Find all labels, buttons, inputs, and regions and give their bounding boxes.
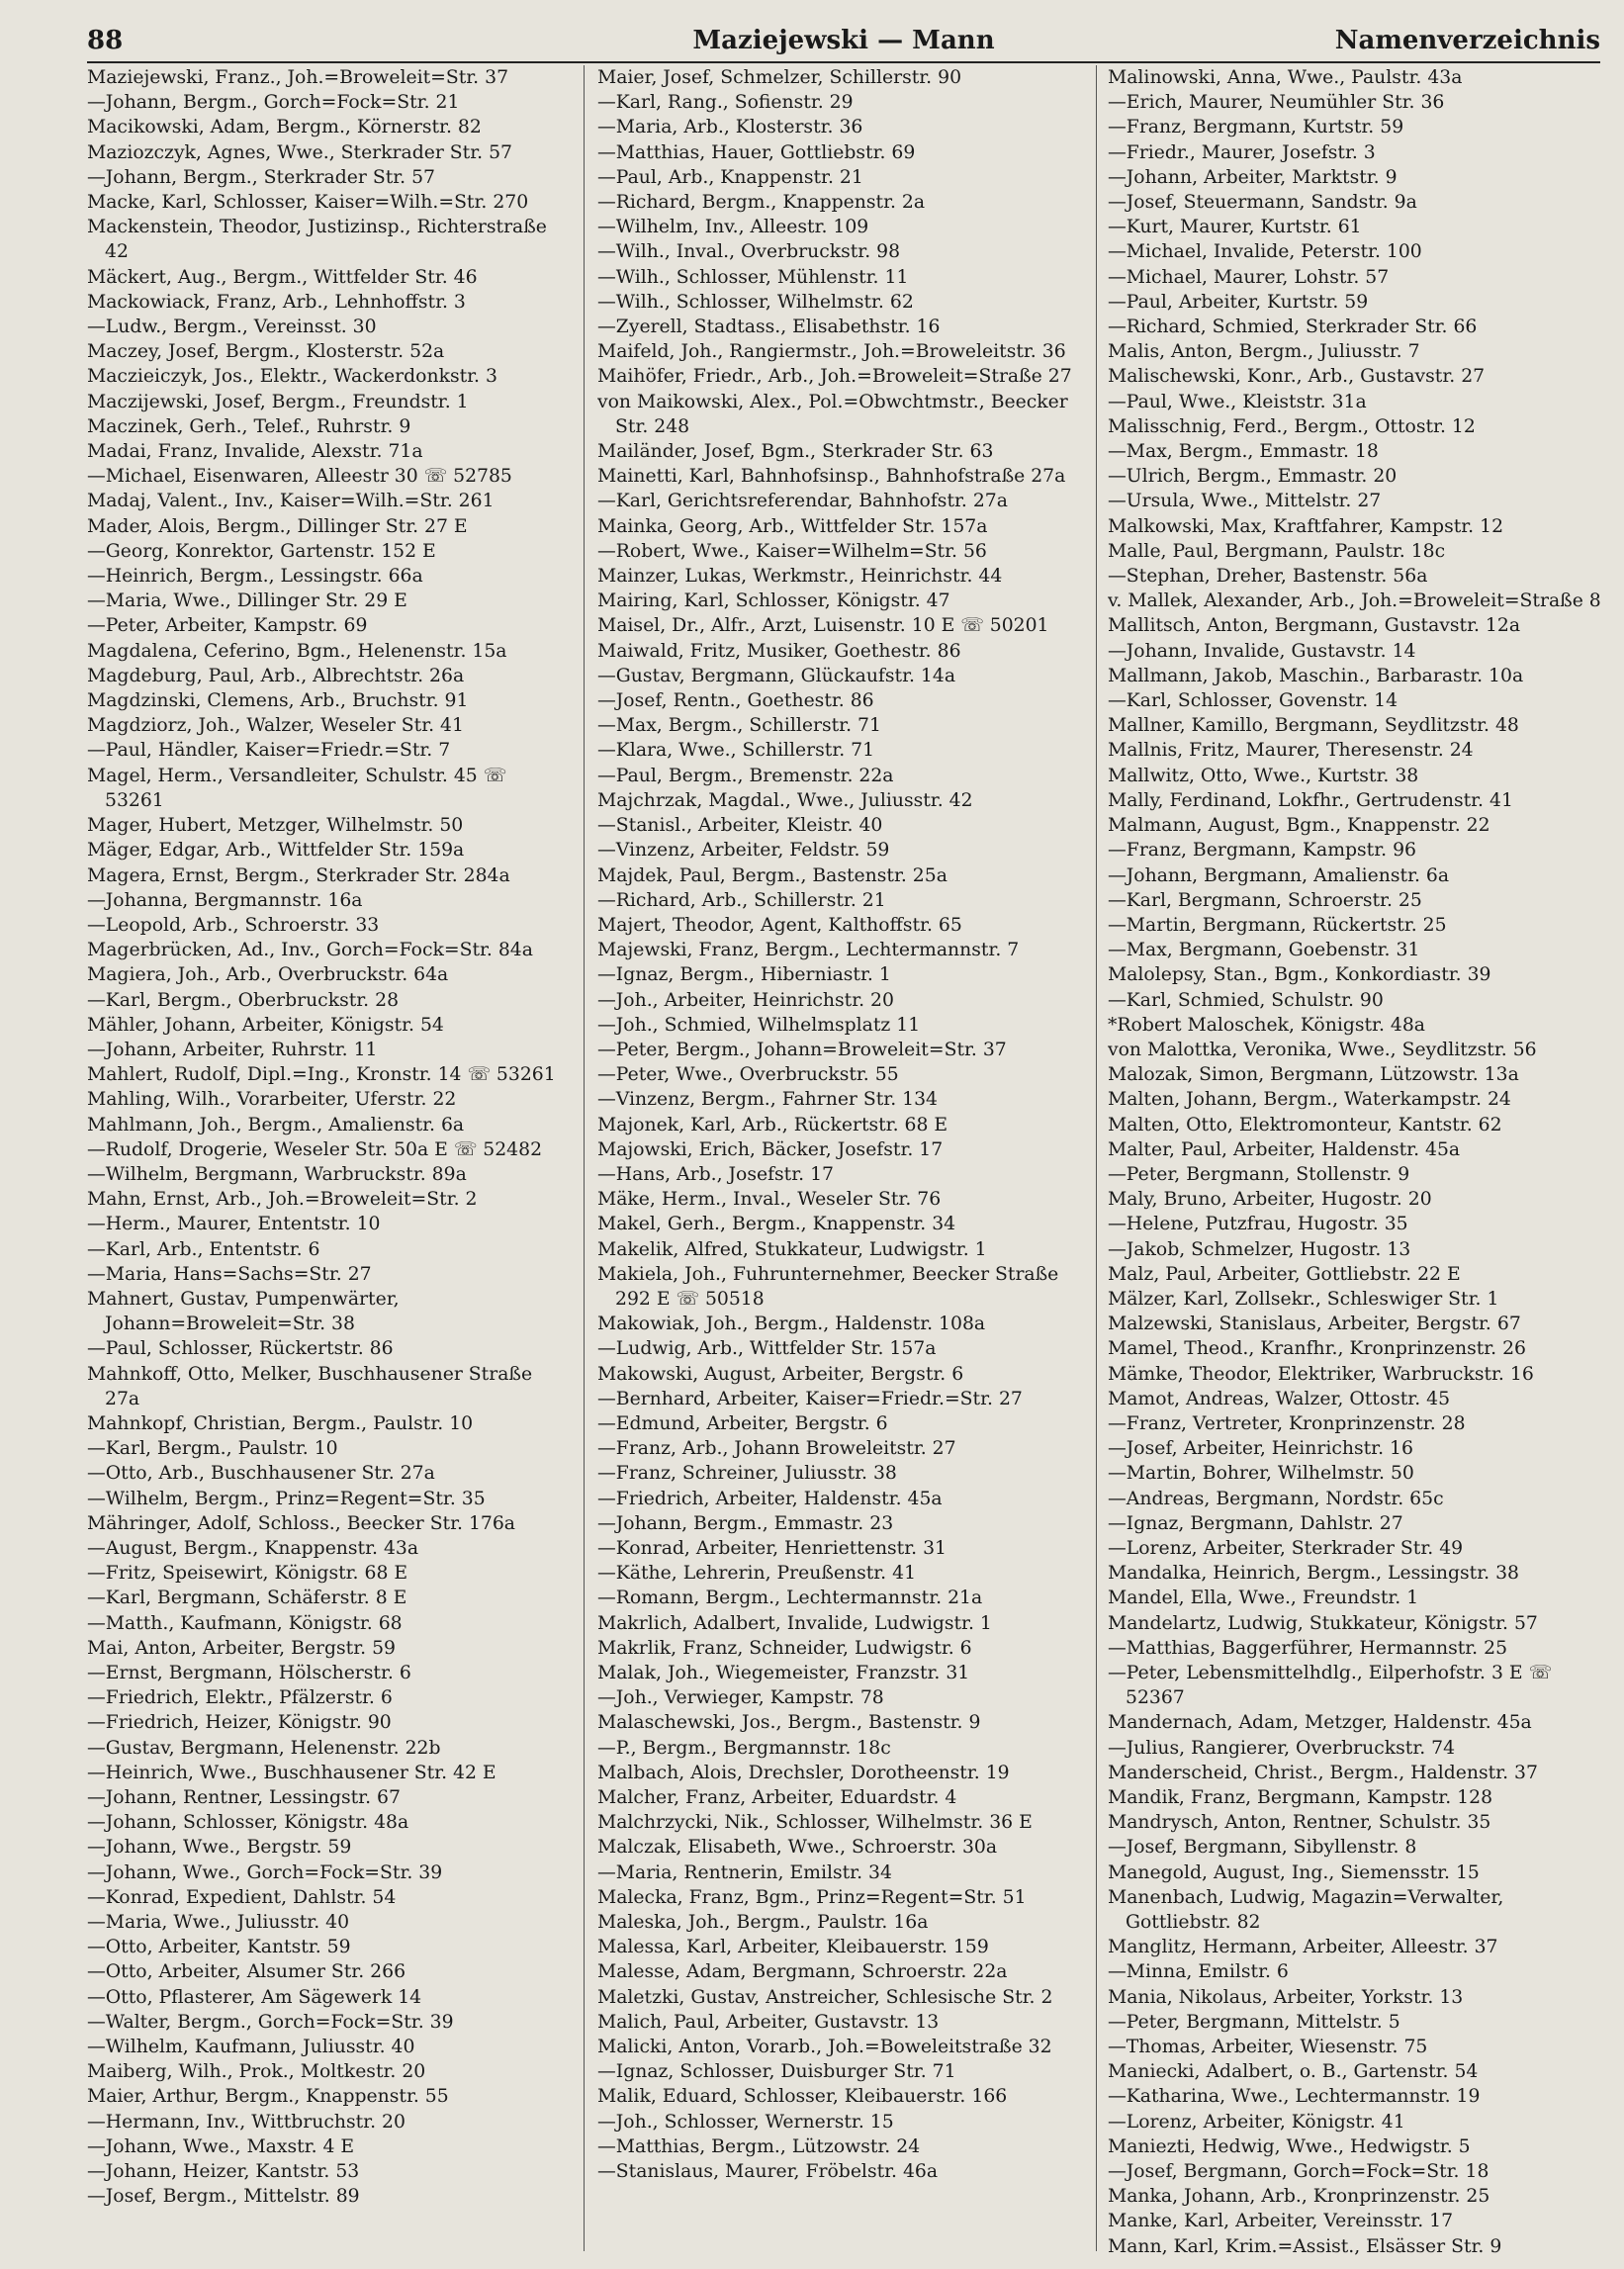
directory-entry: —Peter, Lebensmittelhdlg., Eilperhofstr. 3 E ☏ 52367 <box>1108 1663 1553 1709</box>
directory-entry: Malten, Otto, Elektromonteur, Kantstr. 62 <box>1108 1114 1502 1135</box>
directory-entry: Malten, Johann, Bergm., Waterkampstr. 24 <box>1108 1089 1511 1111</box>
directory-entry: —Joh., Schlosser, Wernerstr. 15 <box>597 2111 894 2133</box>
directory-entry: —Georg, Konrektor, Gartenstr. 152 E <box>87 540 436 562</box>
section-title: Namenverzeichnis <box>1334 26 1600 55</box>
directory-entry: —Josef, Arbeiter, Heinrichstr. 16 <box>1108 1438 1413 1460</box>
directory-entry: Mainzer, Lukas, Werkmstr., Heinrichstr. 44 <box>597 566 1003 588</box>
directory-entry: —Minna, Emilstr. 6 <box>1108 1961 1289 1983</box>
directory-entry: —Julius, Rangierer, Overbruckstr. 74 <box>1108 1737 1456 1759</box>
directory-entry: Majonek, Karl, Arb., Rückertstr. 68 E <box>597 1114 948 1135</box>
directory-entry: —Ignaz, Bergmann, Dahlstr. 27 <box>1108 1512 1403 1534</box>
directory-entry: Mairing, Karl, Schlosser, Königstr. 47 <box>597 590 950 612</box>
directory-entry: Mandelartz, Ludwig, Stukkateur, Königstr. 57 <box>1108 1612 1538 1634</box>
directory-entry: Manglitz, Hermann, Arbeiter, Alleestr. 37 <box>1108 1937 1498 1958</box>
directory-entry: —Konrad, Arbeiter, Henriettenstr. 31 <box>597 1537 947 1559</box>
directory-entry: —Robert, Wwe., Kaiser=Wilhelm=Str. 56 <box>597 540 987 562</box>
directory-entry: —Walter, Bergm., Gorch=Fock=Str. 39 <box>87 2011 454 2033</box>
directory-entry: —Ignaz, Bergm., Hiberniastr. 1 <box>597 964 891 986</box>
directory-entry: Manderscheid, Christ., Bergm., Haldenstr. 37 <box>1108 1762 1538 1783</box>
directory-entry: Malle, Paul, Bergmann, Paulstr. 18c <box>1108 540 1446 562</box>
directory-entry: Malicki, Anton, Vorarb., Joh.=Boweleitstraße 32 <box>597 2037 1052 2058</box>
directory-entry: —Johann, Wwe., Maxstr. 4 E <box>87 2135 355 2157</box>
directory-entry: —Vinzenz, Bergm., Fahrner Str. 134 <box>597 1089 938 1111</box>
directory-entry: —Otto, Arbeiter, Kantstr. 59 <box>87 1937 351 1958</box>
directory-entry: —Herm., Maurer, Ententstr. 10 <box>87 1214 381 1235</box>
directory-entry: —P., Bergm., Bergmannstr. 18c <box>597 1737 891 1759</box>
directory-entry: —Paul, Bergm., Bremenstr. 22a <box>597 765 894 786</box>
directory-entry: —Wilhelm, Inv., Alleestr. 109 <box>597 217 869 238</box>
directory-entry: —Karl, Gerichtsreferendar, Bahnhofstr. 27a <box>597 491 1008 512</box>
directory-entry: —Otto, Arbeiter, Alsumer Str. 266 <box>87 1961 406 1983</box>
directory-entry: —Johann, Bergm., Emmastr. 23 <box>597 1512 894 1534</box>
directory-entry: Malchrzycki, Nik., Schlosser, Wilhelmstr. 36 E <box>597 1812 1033 1834</box>
directory-entry: —Franz, Schreiner, Juliusstr. 38 <box>597 1463 897 1485</box>
directory-entry: Mälzer, Karl, Zollsekr., Schleswiger Str. 1 <box>1108 1288 1499 1310</box>
directory-entry: v. Mallek, Alexander, Arb., Joh.=Broweleit=Straße 8 <box>1108 590 1601 612</box>
directory-entry: *Robert Maloschek, Königstr. 48a <box>1108 1014 1425 1036</box>
directory-entry: Magdeburg, Paul, Arb., Albrechtstr. 26a <box>87 665 465 686</box>
directory-entry: Malolepsy, Stan., Bgm., Konkordiastr. 39 <box>1108 964 1491 986</box>
directory-entry: Makel, Gerh., Bergm., Knappenstr. 34 <box>597 1214 956 1235</box>
directory-entry: Mania, Nikolaus, Arbeiter, Yorkstr. 13 <box>1108 1986 1464 2008</box>
directory-entry: —Johann, Invalide, Gustavstr. 14 <box>1108 640 1416 662</box>
directory-entry: Mandel, Ella, Wwe., Freundstr. 1 <box>1108 1588 1419 1609</box>
directory-entry: —Johanna, Bergmannstr. 16a <box>87 889 363 911</box>
directory-entry: —Matthias, Bergm., Lützowstr. 24 <box>597 2135 921 2157</box>
directory-entry: Majert, Theodor, Agent, Kalthoffstr. 65 <box>597 914 962 936</box>
directory-entry: —Matth., Kaufmann, Königstr. 68 <box>87 1612 403 1634</box>
directory-entry: Maly, Bruno, Arbeiter, Hugostr. 20 <box>1108 1189 1432 1211</box>
directory-entry: —Ursula, Wwe., Mittelstr. 27 <box>1108 491 1382 512</box>
directory-entry: Malkowski, Max, Kraftfahrer, Kampstr. 12 <box>1108 515 1504 537</box>
directory-entry: —Wilhelm, Bergmann, Warbruckstr. 89a <box>87 1163 467 1185</box>
directory-entry: Maiberg, Wilh., Prok., Moltkestr. 20 <box>87 2061 426 2083</box>
directory-entry: —Michael, Maurer, Lohstr. 57 <box>1108 266 1390 288</box>
directory-entry: Mager, Hubert, Metzger, Wilhelmstr. 50 <box>87 815 464 837</box>
directory-entry: —Peter, Wwe., Overbruckstr. 55 <box>597 1064 899 1086</box>
directory-entry: —Max, Bergmann, Goebenstr. 31 <box>1108 940 1420 961</box>
directory-entry: —Wilh., Schlosser, Mühlenstr. 11 <box>597 266 909 288</box>
directory-entry: —Ernst, Bergmann, Hölscherstr. 6 <box>87 1663 411 1683</box>
directory-entry: Mamot, Andreas, Walzer, Ottostr. 45 <box>1108 1388 1451 1409</box>
directory-entry: —Johann, Wwe., Bergstr. 59 <box>87 1837 352 1859</box>
directory-entry: —Katharina, Wwe., Lechtermannstr. 19 <box>1108 2086 1481 2108</box>
directory-entry: Mainetti, Karl, Bahnhofsinsp., Bahnhofstraße 27a <box>597 466 1066 488</box>
directory-entry: Maier, Arthur, Bergm., Knappenstr. 55 <box>87 2086 449 2108</box>
directory-entry: —Peter, Bergmann, Mittelstr. 5 <box>1108 2011 1400 2033</box>
directory-entry: Maziejewski, Franz., Joh.=Broweleit=Str. 37 <box>87 67 509 88</box>
directory-entry: —Paul, Schlosser, Rückertstr. 86 <box>87 1338 394 1360</box>
directory-entry: —Peter, Arbeiter, Kampstr. 69 <box>87 615 368 637</box>
directory-entry: —Paul, Arbeiter, Kurtstr. 59 <box>1108 291 1369 313</box>
directory-entry: Majewski, Franz, Bergm., Lechtermannstr. 7 <box>597 940 1020 961</box>
directory-entry: Mandik, Franz, Bergmann, Kampstr. 128 <box>1108 1787 1493 1809</box>
directory-entry: Mally, Ferdinand, Lokfhr., Gertrudenstr. 41 <box>1108 789 1513 811</box>
directory-entry: Malczak, Elisabeth, Wwe., Schroerstr. 30a <box>597 1837 998 1859</box>
directory-entry: —Friedrich, Elektr., Pfälzerstr. 6 <box>87 1687 393 1709</box>
directory-entry: —Klara, Wwe., Schillerstr. 71 <box>597 740 875 762</box>
directory-entry: —Zyerell, Stadtass., Elisabethstr. 16 <box>597 317 941 338</box>
directory-entry: —Paul, Arb., Knappenstr. 21 <box>597 166 863 188</box>
directory-entry: —August, Bergm., Knappenstr. 43a <box>87 1537 419 1559</box>
directory-entry: Magdziorz, Joh., Walzer, Weseler Str. 41 <box>87 715 464 737</box>
directory-entry: Makowski, August, Arbeiter, Bergstr. 6 <box>597 1363 964 1385</box>
directory-entry: —Maria, Hans=Sachs=Str. 27 <box>87 1263 372 1285</box>
directory-entry: —Max, Bergm., Schillerstr. 71 <box>597 715 881 737</box>
directory-entry: Maniezti, Hedwig, Wwe., Hedwigstr. 5 <box>1108 2135 1471 2157</box>
directory-entry: —Heinrich, Bergm., Lessingstr. 66a <box>87 566 423 588</box>
directory-entry: —Franz, Bergmann, Kampstr. 96 <box>1108 840 1416 862</box>
directory-entry: Mäckert, Aug., Bergm., Wittfelder Str. 46 <box>87 266 478 288</box>
directory-entry: —Richard, Arb., Schillerstr. 21 <box>597 889 886 911</box>
directory-entry: —Martin, Bohrer, Wilhelmstr. 50 <box>1108 1463 1414 1485</box>
directory-entry: Makiela, Joh., Fuhrunternehmer, Beecker Straße 292 E ☏ 50518 <box>597 1263 1059 1310</box>
directory-entry: Malecka, Franz, Bgm., Prinz=Regent=Str. 51 <box>597 1886 1027 1908</box>
directory-entry: Macke, Karl, Schlosser, Kaiser=Wilh.=Str. 270 <box>87 192 529 214</box>
directory-entry: Mallner, Kamillo, Bergmann, Seydlitzstr. 48 <box>1108 715 1519 737</box>
directory-entry: —Bernhard, Arbeiter, Kaiser=Friedr.=Str. 27 <box>597 1388 1023 1409</box>
directory-entry: Maczinek, Gerh., Telef., Ruhrstr. 9 <box>87 415 411 437</box>
directory-entry: Mahnert, Gustav, Pumpenwärter, Johann=Broweleit=Str. 38 <box>87 1288 400 1335</box>
directory-entry: —Johann, Arbeiter, Ruhrstr. 11 <box>87 1039 378 1060</box>
directory-entry: Malbach, Alois, Drechsler, Dorotheenstr. 19 <box>597 1762 1010 1783</box>
directory-entry: von Maikowski, Alex., Pol.=Obwchtmstr., Beecker Str. 248 <box>597 391 1068 437</box>
directory-entry: —Wilhelm, Bergm., Prinz=Regent=Str. 35 <box>87 1488 486 1509</box>
directory-entry: Maczijewski, Josef, Bergm., Freundstr. 1 <box>87 391 469 412</box>
directory-entry: Mallitsch, Anton, Bergmann, Gustavstr. 12a <box>1108 615 1521 637</box>
directory-entry: Mackowiack, Franz, Arb., Lehnhoffstr. 3 <box>87 291 466 313</box>
directory-entry: —Karl, Bergmann, Schäferstr. 8 E <box>87 1588 407 1609</box>
directory-entry: —Maria, Wwe., Dillinger Str. 29 E <box>87 590 407 612</box>
directory-entry: —Vinzenz, Arbeiter, Feldstr. 59 <box>597 840 890 862</box>
directory-entry: —Johann, Arbeiter, Marktstr. 9 <box>1108 166 1398 188</box>
directory-entry: —Fritz, Speisewirt, Königstr. 68 E <box>87 1563 408 1585</box>
directory-entry: —Karl, Schlosser, Govenstr. 14 <box>1108 690 1398 712</box>
directory-entry: Madai, Franz, Invalide, Alexstr. 71a <box>87 441 423 463</box>
directory-entry: Mähringer, Adolf, Schloss., Beecker Str. 176a <box>87 1512 516 1534</box>
directory-entry: —Lorenz, Arbeiter, Königstr. 41 <box>1108 2111 1405 2133</box>
directory-entry: —Wilh., Schlosser, Wilhelmstr. 62 <box>597 291 914 313</box>
directory-entry: —Johann, Schlosser, Königstr. 48a <box>87 1812 409 1834</box>
directory-entry: —Max, Bergm., Emmastr. 18 <box>1108 441 1379 463</box>
directory-entry: —Friedrich, Arbeiter, Haldenstr. 45a <box>597 1488 943 1509</box>
directory-entry: —Franz, Bergmann, Kurtstr. 59 <box>1108 117 1404 138</box>
directory-entry: —Friedr., Maurer, Josefstr. 3 <box>1108 141 1376 163</box>
directory-entry: von Malottka, Veronika, Wwe., Seydlitzstr. 56 <box>1108 1039 1537 1060</box>
directory-entry: —Karl, Bergm., Oberbruckstr. 28 <box>87 989 400 1011</box>
directory-entry: —Konrad, Expedient, Dahlstr. 54 <box>87 1886 397 1908</box>
directory-entry: Magel, Herm., Versandleiter, Schulstr. 45 ☏ 53261 <box>87 765 507 811</box>
directory-entry: Malz, Paul, Arbeiter, Gottliebstr. 22 E <box>1108 1263 1461 1285</box>
directory-entry: Malischewski, Konr., Arb., Gustavstr. 27 <box>1108 366 1486 388</box>
directory-entry: Malcher, Franz, Arbeiter, Eduardstr. 4 <box>597 1787 957 1809</box>
directory-entry: —Johann, Wwe., Gorch=Fock=Str. 39 <box>87 1861 443 1883</box>
directory-entry: —Maria, Wwe., Juliusstr. 40 <box>87 1912 350 1934</box>
directory-entry: Mallwitz, Otto, Wwe., Kurtstr. 38 <box>1108 765 1419 786</box>
directory-entry: —Leopold, Arb., Schroerstr. 33 <box>87 914 380 936</box>
directory-entry: —Lorenz, Arbeiter, Sterkrader Str. 49 <box>1108 1537 1464 1559</box>
directory-entry: Makrlich, Adalbert, Invalide, Ludwigstr. 1 <box>597 1612 992 1634</box>
directory-entry: Mandrysch, Anton, Rentner, Schulstr. 35 <box>1108 1812 1491 1834</box>
directory-entry: —Franz, Arb., Johann Broweleitstr. 27 <box>597 1438 956 1460</box>
directory-entry: —Gustav, Bergmann, Helenenstr. 22b <box>87 1737 441 1759</box>
directory-entry: Makrlik, Franz, Schneider, Ludwigstr. 6 <box>597 1637 972 1659</box>
directory-entry: —Matthias, Baggerführer, Hermannstr. 25 <box>1108 1637 1508 1659</box>
page-header <box>87 22 1600 63</box>
directory-entry: —Ignaz, Schlosser, Duisburger Str. 71 <box>597 2061 956 2083</box>
directory-entry: Malis, Anton, Bergm., Juliusstr. 7 <box>1108 341 1420 363</box>
directory-entry: —Martin, Bergmann, Rückertstr. 25 <box>1108 914 1447 936</box>
directory-entry: Malinowski, Anna, Wwe., Paulstr. 43a <box>1108 67 1463 88</box>
directory-entry: —Wilhelm, Kaufmann, Juliusstr. 40 <box>87 2037 415 2058</box>
directory-entry: Malesse, Adam, Bergmann, Schroerstr. 22a <box>597 1961 1008 1983</box>
directory-entry: —Josef, Bergmann, Sibyllenstr. 8 <box>1108 1837 1417 1859</box>
directory-entry: —Paul, Händler, Kaiser=Friedr.=Str. 7 <box>87 740 451 762</box>
directory-entry: —Karl, Bergm., Paulstr. 10 <box>87 1438 338 1460</box>
directory-entry: Malik, Eduard, Schlosser, Kleibauerstr. 166 <box>597 2086 1008 2108</box>
directory-entry: Magdzinski, Clemens, Arb., Bruchstr. 91 <box>87 690 469 712</box>
directory-entry: —Johann, Rentner, Lessingstr. 67 <box>87 1787 401 1809</box>
directory-entry: Mahnkoff, Otto, Melker, Buschhausener Straße 27a <box>87 1363 533 1409</box>
directory-entry: —Helene, Putzfrau, Hugostr. 35 <box>1108 1214 1408 1235</box>
directory-entry: —Hans, Arb., Josefstr. 17 <box>597 1163 834 1185</box>
directory-entry: Malaschewski, Jos., Bergm., Bastenstr. 9 <box>597 1712 981 1734</box>
directory-entry: Mader, Alois, Bergm., Dillinger Str. 27 E <box>87 515 468 537</box>
directory-entry: Mallnis, Fritz, Maurer, Theresenstr. 24 <box>1108 740 1474 762</box>
directory-entry: Malich, Paul, Arbeiter, Gustavstr. 13 <box>597 2011 940 2033</box>
directory-entry: —Richard, Bergm., Knappenstr. 2a <box>597 192 926 214</box>
directory-entry: Malozak, Simon, Bergmann, Lützowstr. 13a <box>1108 1064 1519 1086</box>
directory-entry: Malter, Paul, Arbeiter, Haldenstr. 45a <box>1108 1138 1461 1160</box>
directory-entry: Magiera, Joh., Arb., Overbruckstr. 64a <box>87 964 449 986</box>
directory-entry: —Käthe, Lehrerin, Preußenstr. 41 <box>597 1563 917 1585</box>
directory-entry: —Stephan, Dreher, Bastenstr. 56a <box>1108 566 1428 588</box>
directory-entry: Maier, Josef, Schmelzer, Schillerstr. 90 <box>597 67 962 88</box>
directory-entry: —Peter, Bergmann, Stollenstr. 9 <box>1108 1163 1410 1185</box>
directory-entry: Maleska, Joh., Bergm., Paulstr. 16a <box>597 1912 929 1934</box>
directory-entry: Magera, Ernst, Bergm., Sterkrader Str. 284a <box>87 864 510 886</box>
directory-entry: —Otto, Pflasterer, Am Sägewerk 14 <box>87 1986 422 2008</box>
directory-entry: —Josef, Rentn., Goethestr. 86 <box>597 690 874 712</box>
directory-entry: Mainka, Georg, Arb., Wittfelder Str. 157a <box>597 515 988 537</box>
directory-entry: Mailänder, Josef, Bgm., Sterkrader Str. 63 <box>597 441 994 463</box>
directory-entry: Maisel, Dr., Alfr., Arzt, Luisenstr. 10 E ☏ 50201 <box>597 615 1049 637</box>
directory-entry: Mamel, Theod., Kranfhr., Kronprinzenstr. 26 <box>1108 1338 1527 1360</box>
directory-entry: —Josef, Steuermann, Sandstr. 9a <box>1108 192 1417 214</box>
directory-entry: Manegold, August, Ing., Siemensstr. 15 <box>1108 1861 1480 1883</box>
column-3 <box>1108 65 1602 2259</box>
directory-entry: —Joh., Schmied, Wilhelmsplatz 11 <box>597 1014 921 1036</box>
directory-entry: —Karl, Rang., Sofienstr. 29 <box>597 92 854 114</box>
directory-entry: —Stanislaus, Maurer, Fröbelstr. 46a <box>597 2161 939 2183</box>
directory-entry: Malak, Joh., Wiegemeister, Franzstr. 31 <box>597 1663 970 1683</box>
directory-entry: —Peter, Bergm., Johann=Broweleit=Str. 37 <box>597 1039 1007 1060</box>
directory-entry: Maniecki, Adalbert, o. B., Gartenstr. 54 <box>1108 2061 1479 2083</box>
directory-entry: —Rudolf, Drogerie, Weseler Str. 50a E ☏ 52482 <box>87 1138 543 1160</box>
directory-entry: —Josef, Bergmann, Gorch=Fock=Str. 18 <box>1108 2161 1489 2183</box>
directory-entry: Mahn, Ernst, Arb., Joh.=Broweleit=Str. 2 <box>87 1189 478 1211</box>
directory-entry: Mahlert, Rudolf, Dipl.=Ing., Kronstr. 14 ☏ 53261 <box>87 1064 556 1086</box>
directory-entry: Majdek, Paul, Bergm., Bastenstr. 25a <box>597 864 947 886</box>
directory-entry: —Karl, Schmied, Schulstr. 90 <box>1108 989 1384 1011</box>
column-2 <box>597 65 1084 2259</box>
directory-entry: —Michael, Invalide, Peterstr. 100 <box>1108 241 1422 263</box>
directory-entry: Maziozczyk, Agnes, Wwe., Sterkrader Str. 57 <box>87 141 512 163</box>
directory-entry: Malzewski, Stanislaus, Arbeiter, Bergstr. 67 <box>1108 1314 1521 1335</box>
directory-entry: —Joh., Arbeiter, Heinrichstr. 20 <box>597 989 894 1011</box>
directory-entry: —Johann, Bergm., Sterkrader Str. 57 <box>87 166 435 188</box>
directory-entry: Mann, Karl, Krim.=Assist., Elsässer Str. 9 <box>1108 2235 1502 2257</box>
directory-entry: Manka, Johann, Arb., Kronprinzenstr. 25 <box>1108 2186 1490 2208</box>
directory-entry: Magdalena, Ceferino, Bgm., Helenenstr. 15a <box>87 640 507 662</box>
directory-entry: —Jakob, Schmelzer, Hugostr. 13 <box>1108 1238 1411 1260</box>
directory-entry: Maczey, Josef, Bergm., Klosterstr. 52a <box>87 341 445 363</box>
directory-entry: Madaj, Valent., Inv., Kaiser=Wilh.=Str. 261 <box>87 491 495 512</box>
directory-entry: Mämke, Theodor, Elektriker, Warbruckstr. 16 <box>1108 1363 1534 1385</box>
directory-entry: —Karl, Bergmann, Schroerstr. 25 <box>1108 889 1422 911</box>
directory-entry: —Ludwig, Arb., Wittfelder Str. 157a <box>597 1338 937 1360</box>
directory-entry: Malessa, Karl, Arbeiter, Kleibauerstr. 159 <box>597 1937 989 1958</box>
directory-entry: Mahlmann, Joh., Bergm., Amalienstr. 6a <box>87 1114 465 1135</box>
directory-entry: Maletzki, Gustav, Anstreicher, Schlesische Str. 2 <box>597 1986 1053 2008</box>
directory-entry: —Franz, Vertreter, Kronprinzenstr. 28 <box>1108 1412 1466 1434</box>
directory-entry: —Paul, Wwe., Kleiststr. 31a <box>1108 391 1367 412</box>
directory-entry: —Karl, Arb., Ententstr. 6 <box>87 1238 320 1260</box>
directory-entry: Mähler, Johann, Arbeiter, Königstr. 54 <box>87 1014 444 1036</box>
directory-entry: —Andreas, Bergmann, Nordstr. 65c <box>1108 1488 1444 1509</box>
directory-entry: Majchrzak, Magdal., Wwe., Juliusstr. 42 <box>597 789 973 811</box>
directory-entry: —Edmund, Arbeiter, Bergstr. 6 <box>597 1412 888 1434</box>
directory-entry: Makelik, Alfred, Stukkateur, Ludwigstr. 1 <box>597 1238 987 1260</box>
directory-entry: Malisschnig, Ferd., Bergm., Ottostr. 12 <box>1108 415 1476 437</box>
column-rule <box>1096 65 1097 2251</box>
directory-entry: Mäke, Herm., Inval., Weseler Str. 76 <box>597 1189 942 1211</box>
directory-entry: Mäger, Edgar, Arb., Wittfelder Str. 159a <box>87 840 465 862</box>
column-rule <box>584 65 585 2251</box>
directory-entry: —Johann, Heizer, Kantstr. 53 <box>87 2161 360 2183</box>
directory-entry: Makowiak, Joh., Bergm., Haldenstr. 108a <box>597 1314 986 1335</box>
column-1 <box>87 65 568 2259</box>
page-number: 88 <box>87 26 124 55</box>
directory-entry: Mandalka, Heinrich, Bergm., Lessingstr. 38 <box>1108 1563 1519 1585</box>
directory-entry: Maifeld, Joh., Rangiermstr., Joh.=Broweleitstr. 36 <box>597 341 1066 363</box>
directory-entry: Mahnkopf, Christian, Bergm., Paulstr. 10 <box>87 1412 474 1434</box>
directory-entry: —Kurt, Maurer, Kurtstr. 61 <box>1108 217 1362 238</box>
directory-entry: Maiwald, Fritz, Musiker, Goethestr. 86 <box>597 640 961 662</box>
directory-entry: Mandernach, Adam, Metzger, Haldenstr. 45a <box>1108 1712 1532 1734</box>
directory-entry: —Johann, Bergmann, Amalienstr. 6a <box>1108 864 1450 886</box>
directory-entry: —Stanisl., Arbeiter, Kleistr. 40 <box>597 815 883 837</box>
directory-entry: Maczieiczyk, Jos., Elektr., Wackerdonkstr. 3 <box>87 366 497 388</box>
directory-entry: Malmann, August, Bgm., Knappenstr. 22 <box>1108 815 1490 837</box>
directory-entry: —Richard, Schmied, Sterkrader Str. 66 <box>1108 317 1478 338</box>
directory-entry: —Friedrich, Heizer, Königstr. 90 <box>87 1712 392 1734</box>
directory-entry: Mai, Anton, Arbeiter, Bergstr. 59 <box>87 1637 396 1659</box>
directory-entry: —Hermann, Inv., Wittbruchstr. 20 <box>87 2111 406 2133</box>
directory-entry: Mahling, Wilh., Vorarbeiter, Uferstr. 22 <box>87 1089 457 1111</box>
directory-entry: —Otto, Arb., Buschhausener Str. 27a <box>87 1463 435 1485</box>
directory-entry: —Wilh., Inval., Overbruckstr. 98 <box>597 241 901 263</box>
directory-entry: Manenbach, Ludwig, Magazin=Verwalter, Gottliebstr. 82 <box>1108 1886 1504 1934</box>
directory-entry: Magerbrücken, Ad., Inv., Gorch=Fock=Str. 84a <box>87 940 533 961</box>
directory-entry: —Heinrich, Wwe., Buschhausener Str. 42 E <box>87 1762 496 1783</box>
directory-entry: —Michael, Eisenwaren, Alleestr 30 ☏ 52785 <box>87 466 512 488</box>
directory-entry: —Thomas, Arbeiter, Wiesenstr. 75 <box>1108 2037 1428 2058</box>
directory-entry: —Gustav, Bergmann, Glückaufstr. 14a <box>597 665 956 686</box>
directory-entry: Manke, Karl, Arbeiter, Vereinsstr. 17 <box>1108 2211 1454 2232</box>
directory-entry: —Erich, Maurer, Neumühler Str. 36 <box>1108 92 1445 114</box>
directory-entry: Mallmann, Jakob, Maschin., Barbarastr. 10a <box>1108 665 1524 686</box>
directory-entry: —Ludw., Bergm., Vereinsst. 30 <box>87 317 377 338</box>
directory-entry: Majowski, Erich, Bäcker, Josefstr. 17 <box>597 1138 944 1160</box>
directory-entry: —Johann, Bergm., Gorch=Fock=Str. 21 <box>87 92 460 114</box>
directory-entry: Mackenstein, Theodor, Justizinsp., Richterstraße 42 <box>87 217 547 263</box>
directory-entry: —Maria, Arb., Klosterstr. 36 <box>597 117 863 138</box>
directory-entry: —Josef, Bergm., Mittelstr. 89 <box>87 2186 360 2208</box>
directory-entry: Macikowski, Adam, Bergm., Körnerstr. 82 <box>87 117 482 138</box>
directory-entry: —Maria, Rentnerin, Emilstr. 34 <box>597 1861 892 1883</box>
directory-entry: —Joh., Verwieger, Kampstr. 78 <box>597 1687 884 1709</box>
running-title: Maziejewski — Mann <box>692 26 995 55</box>
directory-entry: Maihöfer, Friedr., Arb., Joh.=Broweleit=Straße 27 <box>597 366 1072 388</box>
directory-entry: —Ulrich, Bergm., Emmastr. 20 <box>1108 466 1398 488</box>
directory-entry: —Matthias, Hauer, Gottliebstr. 69 <box>597 141 916 163</box>
directory-entry: —Romann, Bergm., Lechtermannstr. 21a <box>597 1588 983 1609</box>
